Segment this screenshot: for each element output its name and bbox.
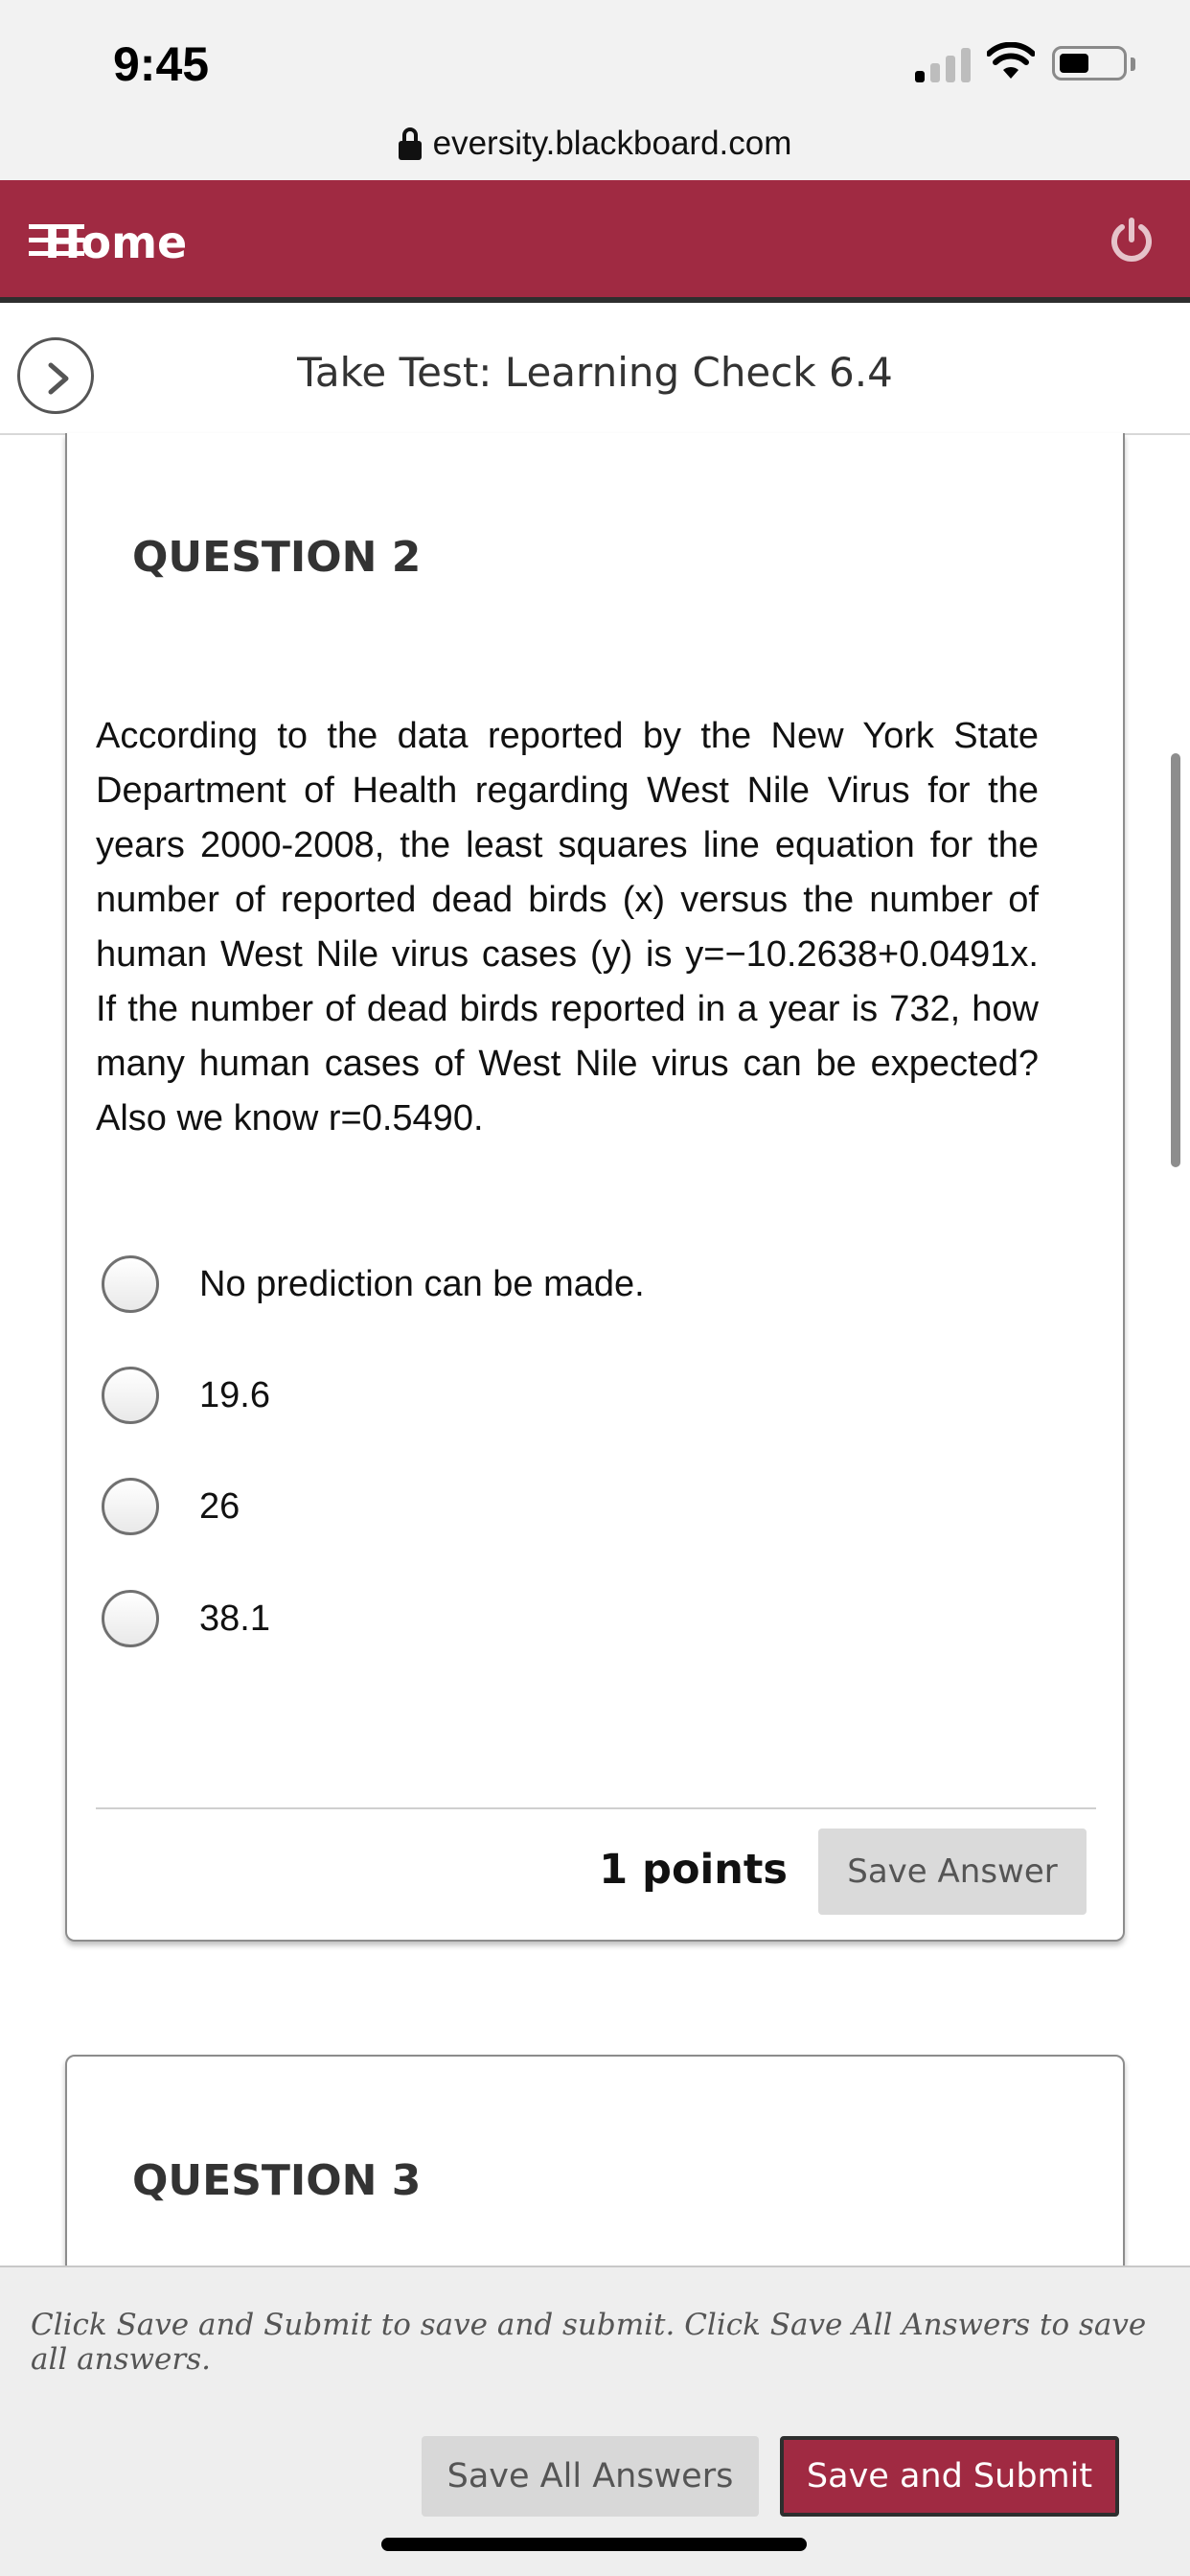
question-2-card [65, 433, 1125, 1942]
answer-option-label: 38.1 [199, 1598, 270, 1639]
wifi-icon [987, 42, 1035, 80]
answer-option-label: No prediction can be made. [199, 1263, 645, 1304]
radio-button[interactable] [102, 1255, 159, 1313]
app-header [0, 180, 1190, 303]
header-title[interactable]: Home [44, 217, 188, 268]
answer-option-3[interactable] [102, 1478, 240, 1535]
power-icon[interactable] [1108, 217, 1156, 264]
chevron-right-icon [39, 357, 78, 400]
submit-hint: Click Save and Submit to save and submit. Click Save All Answers to save all answers. [31, 2308, 1147, 2377]
radio-button[interactable] [102, 1478, 159, 1535]
scrollbar[interactable] [1171, 753, 1180, 1167]
radio-button[interactable] [102, 1367, 159, 1424]
test-header [0, 309, 1190, 435]
radio-button[interactable] [102, 1590, 159, 1647]
question-3-heading: QUESTION 3 [132, 2156, 422, 2205]
battery-icon [1052, 46, 1127, 80]
card-divider [96, 1807, 1096, 1809]
answer-option-2[interactable] [102, 1367, 270, 1424]
home-indicator [381, 2538, 807, 2551]
question-points: 1 points [599, 1846, 788, 1894]
battery-cap [1131, 58, 1135, 71]
answer-option-label: 26 [199, 1485, 240, 1527]
save-answer-button[interactable]: Save Answer [818, 1828, 1087, 1915]
save-all-answers-button[interactable]: Save All Answers [422, 2436, 759, 2517]
answer-option-label: 19.6 [199, 1374, 270, 1415]
submit-panel [0, 2266, 1190, 2576]
question-2-heading: QUESTION 2 [132, 533, 422, 582]
cellular-signal-icon [915, 44, 971, 82]
status-time: 9:45 [113, 37, 210, 91]
expand-panel-button[interactable] [17, 337, 94, 414]
question-2-text: According to the data reported by the New York State Department of Health regarding West Nile Virus for the years 2000-2008, the least squares line equation for the number of reported dead birds (x) versus the number of human West Nile virus cases (y) is y=−10.2638+0.0491x. If the number of dead birds reported in a year is 732, how many human cases of West Nile virus can be expected? Also we know r=0.5490. [96, 716, 1039, 1138]
answer-option-1[interactable] [102, 1255, 645, 1313]
save-and-submit-button[interactable]: Save and Submit [780, 2436, 1119, 2517]
test-title: Take Test: Learning Check 6.4 [297, 349, 893, 396]
answer-option-4[interactable] [102, 1590, 270, 1647]
url-text: eversity.blackboard.com [432, 125, 792, 162]
status-bar [0, 0, 1190, 115]
address-bar[interactable] [0, 107, 1190, 180]
lock-icon [399, 127, 422, 160]
